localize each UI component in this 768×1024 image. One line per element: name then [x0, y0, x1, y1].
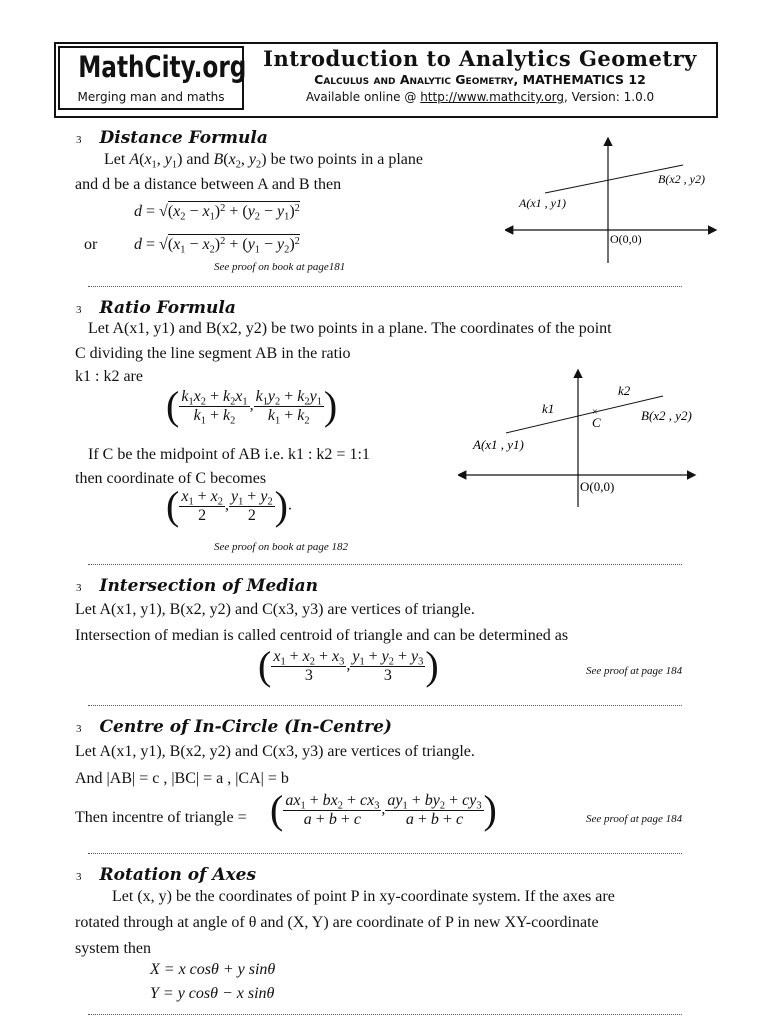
incentre-line1: Let A(x1, y1), B(x2, y2) and C(x3, y3) are vertices of triangle. [75, 743, 475, 760]
divider [88, 564, 682, 565]
distance-line2: and d be a distance between A and B then [75, 176, 342, 193]
text-let: Let [104, 151, 126, 168]
distance-proof: See proof on book at page181 [214, 261, 346, 273]
ratio-formula: ( $\frac{k_1x_2 + k_2x_1}{k_1 + k_2}$ , $\frac{k_1y_2 + k_2y_1}{k_1 + k_2}$ ) [166, 383, 338, 428]
page-title: Introduction to Analytics Geometry [263, 46, 697, 71]
availability-line [250, 90, 710, 104]
incentre-line3: Then incentre of triangle = [75, 809, 247, 826]
ratio-proof: See proof on book at page 182 [214, 541, 349, 553]
incentre-formula: ( $\frac{ax_1 + bx_2 + cx_3}{a + b + c}$ , $\frac{ay_1 + by_2 + cy_3}{a + b + c}$ ) [270, 787, 497, 832]
distance-or: or [84, 236, 98, 253]
section-title: Ratio Formula [99, 298, 236, 318]
divider [88, 286, 682, 287]
median-line1: Let A(x1, y1), B(x2, y2) and C(x3, y3) are vertices of triangle. [75, 601, 475, 618]
section-title: Rotation of Axes [99, 865, 257, 885]
centroid-formula: ( $\frac{x_1 + x_2 + x_3}{3}$ , $\frac{y_1 + y_2 + y_3}{3}$ ) [258, 643, 439, 688]
site-link[interactable]: http://www.mathcity.org [420, 90, 564, 104]
ratio-line5: then coordinate of C becomes [75, 470, 267, 487]
origin-label: O(0,0) [610, 232, 642, 246]
distance-line1: Let $A(x_1$, $y_1$) and $B(x_2$, $y_2$) be two points in a plane [104, 151, 423, 171]
k2-label: k2 [618, 383, 631, 398]
bullet: 3 [76, 304, 82, 316]
ratio-line3: k1 : k2 are [75, 368, 143, 385]
median-proof: See proof at page 184 [586, 665, 683, 677]
text-and: and [186, 151, 210, 168]
divider [88, 1014, 682, 1015]
available-prefix: Available online @ [305, 90, 421, 104]
point-c-mark: × [592, 407, 598, 418]
bullet: 3 [76, 134, 82, 146]
divider [88, 853, 682, 854]
incentre-proof: See proof at page 184 [586, 813, 683, 825]
k1-label: k1 [542, 401, 555, 416]
section-title: Distance Formula [99, 128, 268, 148]
text-post: be two points in a plane [270, 151, 423, 168]
bullet: 3 [76, 871, 82, 883]
rotation-eq2: Y = y cosθ − x sinθ [150, 985, 275, 1002]
point-a-label: A(x1 , y1) [473, 437, 524, 452]
version-text: , Version: 1.0.0 [564, 90, 655, 104]
point-c-label: C [592, 415, 601, 430]
section-heading-distance [76, 128, 268, 148]
section-title: Centre of In-Circle (In-Centre) [99, 717, 392, 737]
ratio-line2: C dividing the line segment AB in the ratio [75, 345, 351, 362]
point-a-label: A(x1 , y1) [519, 196, 566, 210]
bullet: 3 [76, 723, 82, 735]
section-heading-median [76, 576, 318, 596]
section-heading-incentre [76, 717, 392, 737]
ratio-line4: If C be the midpoint of AB i.e. k1 : k2 = 1:1 [88, 446, 370, 463]
page-subtitle: Calculus and Analytic Geometry, MATHEMATICS 12 [314, 72, 646, 87]
section-title: Intersection of Median [99, 576, 319, 596]
ratio-line1: Let A(x1, y1) and B(x2, y2) be two points in a plane. The coordinates of the point [88, 320, 612, 337]
rotation-eq1: X = x cosθ + y sinθ [150, 961, 276, 978]
rotation-line2: rotated through at angle of θ and (X, Y) are coordinate of P in new XY-coordinate [75, 914, 599, 931]
bullet: 3 [76, 582, 82, 594]
logo [58, 46, 247, 110]
point-b-label: B(x2 , y2) [641, 408, 692, 423]
logo-tagline: Merging man and maths [77, 90, 225, 104]
segment-ab [506, 396, 663, 433]
divider [88, 705, 682, 706]
section-heading-rotation [76, 865, 256, 885]
rotation-line3: system then [75, 940, 151, 957]
point-b-label: B(x2 , y2) [658, 172, 705, 186]
incentre-line2: And |AB| = c , |BC| = a , |CA| = b [75, 770, 289, 787]
section-heading-ratio [76, 298, 236, 318]
rotation-line1: Let (x, y) be the coordinates of point P in xy-coordinate system. If the axes are [112, 888, 615, 905]
midpoint-formula: ( $\frac{x_1 + x_2}{2}$ , $\frac{y_1 + y_2}{2}$ ). [166, 483, 292, 528]
ratio-figure [458, 365, 703, 510]
distance-figure [505, 135, 725, 267]
logo-title: MathCity.org [78, 50, 247, 84]
distance-formula-1: $d = √(x_2 - x_1)^2 + (y_2 - y_1)^2$ [134, 202, 300, 223]
median-line2: Intersection of median is called centroid of triangle and can be determined as [75, 627, 569, 644]
origin-label: O(0,0) [580, 479, 615, 494]
distance-formula-2: $d = √(x_1 - x_2)^2 + (y_1 - y_2)^2$ [134, 235, 300, 256]
